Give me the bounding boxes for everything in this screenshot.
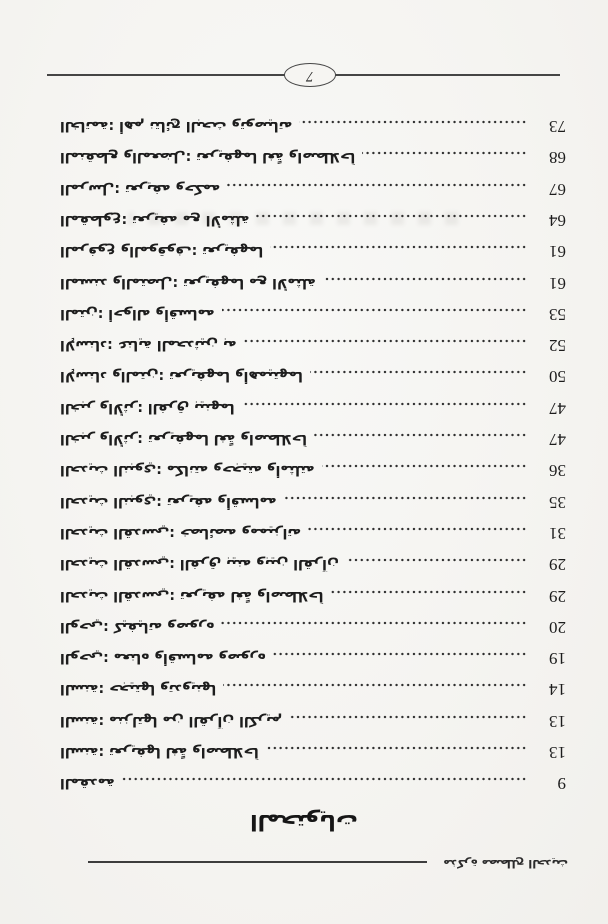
- toc-entry-title: الحديث القدسي: خصائصه ومميزاته: [60, 524, 302, 541]
- toc-row: [60, 110, 566, 141]
- toc-entry-page-number: 29: [549, 586, 566, 606]
- dotted-leader: [222, 308, 527, 312]
- toc-entry-title: الوحي: معناه وأقسامه وصوره: [60, 650, 266, 667]
- toc-entry-page-number: 47: [549, 398, 566, 418]
- toc-entry-title: السنة: حجيتها وتدوينها: [60, 681, 217, 698]
- dotted-leader: [314, 433, 527, 437]
- toc-row: [60, 486, 566, 517]
- toc-row: [60, 142, 566, 173]
- dotted-leader: [270, 245, 527, 249]
- toc-entry-title: المرسل: تعريفه وحكمه: [60, 180, 221, 197]
- toc-row: [60, 549, 566, 580]
- dotted-leader: [221, 621, 527, 625]
- toc-row: [60, 674, 566, 705]
- toc-entry-page-number: 36: [549, 461, 566, 481]
- toc-entry-page-number: 53: [549, 304, 566, 324]
- dotted-leader: [242, 402, 527, 406]
- dotted-leader: [289, 715, 527, 719]
- dotted-leader: [310, 371, 527, 375]
- toc-entry-title: المقدمة: [60, 775, 115, 792]
- toc-entry-title: الوحي: كيفياته وصوره: [60, 618, 215, 635]
- toc-entry-page-number: 20: [549, 617, 566, 637]
- toc-entry-page-number: 13: [549, 743, 566, 763]
- toc-entry-title: الحديث النبوي: تعريفه وأقسامه: [60, 493, 277, 510]
- toc-entry-page-number: 13: [549, 711, 566, 731]
- dotted-leader: [308, 527, 527, 531]
- toc-row: [60, 267, 566, 298]
- toc-row: [60, 736, 566, 767]
- toc-entry-page-number: 14: [549, 680, 566, 700]
- toc-entry-page-number: 29: [549, 555, 566, 575]
- dotted-leader: [244, 339, 527, 343]
- toc-entry-page-number: 47: [549, 430, 566, 450]
- toc-row: [60, 643, 566, 674]
- toc-row: [60, 330, 566, 361]
- toc-entry-title: الحديث القدسي: الفرق بينه وبين القرآن: [60, 556, 339, 573]
- dotted-leader: [322, 464, 527, 468]
- page-number-oval: 7: [284, 63, 336, 87]
- toc-entry-page-number: 19: [549, 649, 566, 669]
- dotted-leader: [331, 590, 527, 594]
- toc-row: [60, 455, 566, 486]
- dotted-leader: [299, 120, 527, 124]
- toc-entry-page-number: 68: [549, 148, 566, 168]
- toc-entry-title: المتن: أحواله وأقسامه: [60, 305, 215, 322]
- toc-row: [60, 768, 566, 799]
- toc-entry-title: الإسناد: عناية المحدثين به: [60, 337, 237, 354]
- toc-entry-page-number: 64: [549, 211, 566, 231]
- dotted-leader: [346, 558, 527, 562]
- toc-entry-title: الإسناد والمتن: تعريفهما وأهميتهما: [60, 368, 303, 385]
- toc-entry-title: الحديث القدسي: تعريفه لغةً واصطلاحاً: [60, 587, 324, 604]
- toc-row: [60, 392, 566, 423]
- page-heading: المحتويات: [250, 809, 358, 834]
- toc-entry-title: المنقطع والمعضل: تعريفهما لغةً واصطلاحاً: [60, 149, 356, 166]
- dotted-leader: [266, 746, 527, 750]
- toc-entry-title: المسند والمتصل: تعريفهما مع الأمثلة: [60, 274, 316, 291]
- toc-entry-page-number: 31: [549, 523, 566, 543]
- toc-row: [60, 517, 566, 548]
- toc-entry-title: المقطوع: تعريفه مع الأمثلة: [60, 212, 250, 229]
- dotted-leader: [323, 277, 527, 281]
- running-title: مذكرة مصطلح الحديث: [443, 857, 568, 871]
- toc-row: [60, 580, 566, 611]
- toc-entry-page-number: 67: [549, 179, 566, 199]
- toc-entry-title: السنة: تعريفها لغةً واصطلاحاً: [60, 744, 259, 761]
- toc-row: [60, 705, 566, 736]
- toc-entry-page-number: 61: [549, 242, 566, 262]
- toc-entry-title: الخاتمة: أهم نتائج البحث وتوصياته: [60, 118, 293, 135]
- toc-entry-page-number: 73: [549, 117, 566, 137]
- dotted-leader: [273, 652, 527, 656]
- toc-row: [60, 611, 566, 642]
- dotted-leader: [362, 151, 527, 155]
- toc-entry-title: الخبر والأثر: الفرق بينهما: [60, 399, 235, 416]
- toc-entry-page-number: 61: [549, 273, 566, 293]
- toc-row: [60, 298, 566, 329]
- toc-entry-page-number: 50: [549, 367, 566, 387]
- toc-row: [60, 173, 566, 204]
- dotted-leader: [284, 496, 527, 500]
- dotted-leader: [122, 777, 527, 781]
- dotted-leader: [227, 183, 527, 187]
- show-through-smudge: [128, 212, 458, 225]
- toc-row: [60, 423, 566, 454]
- toc-entry-title: السنة: منزلتها من القرآن الكريم: [60, 712, 283, 729]
- toc-entry-title: الخبر والأثر: تعريفهما لغةً واصطلاحاً: [60, 431, 307, 448]
- toc-entry-title: المرفوع والموقوف: تعريفهما: [60, 243, 264, 260]
- toc-row: [60, 236, 566, 267]
- toc-entry-title: الحديث النبوي: مكانته وحجيته وأمثلته: [60, 462, 315, 479]
- toc-entry-page-number: 35: [549, 492, 566, 512]
- toc-entry-page-number: 52: [549, 336, 566, 356]
- toc-entry-page-number: 9: [557, 774, 566, 794]
- dotted-leader: [223, 683, 527, 687]
- toc-row: [60, 361, 566, 392]
- header-rule: [88, 861, 427, 863]
